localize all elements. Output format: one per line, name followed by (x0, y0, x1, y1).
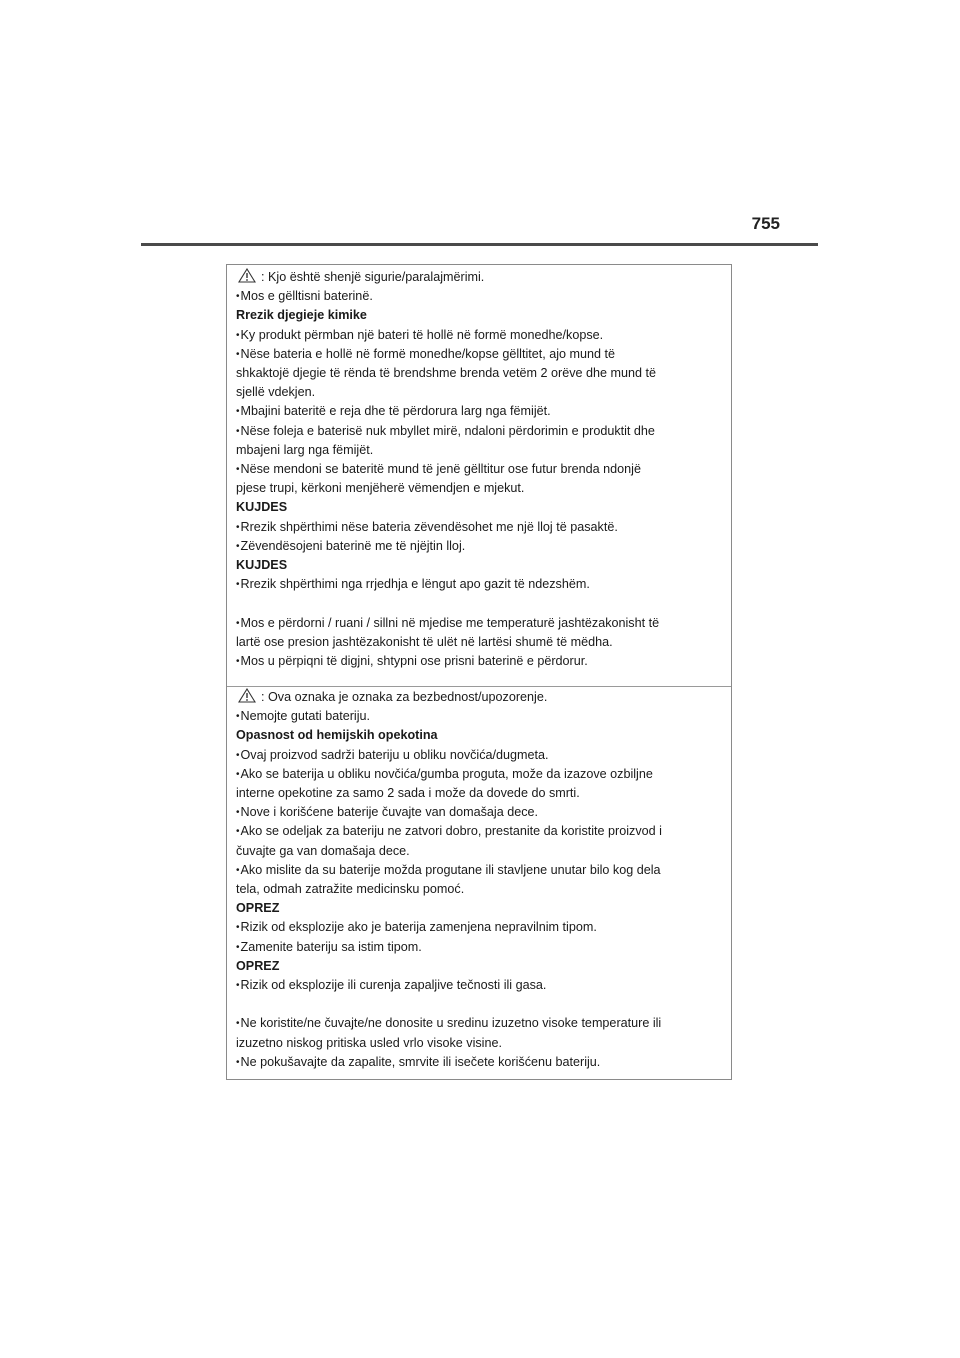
line-text: Ne koristite/ne čuvajte/ne donosite u sredinu izuzetno visoke temperature ili (240, 1016, 662, 1031)
bullet-mark: • (236, 291, 240, 303)
line-text: Ovaj proizvod sadrži bateriju u obliku novčića/dugmeta. (240, 747, 549, 762)
text-line (236, 268, 731, 287)
bullet-mark: • (236, 464, 240, 476)
line-text: Rrezik shpërthimi nëse bateria zëvendësohet me një lloj të pasaktë. (240, 519, 618, 534)
text-line (236, 822, 731, 841)
warning-triangle-icon (238, 268, 256, 283)
page-number: 755 (751, 214, 780, 233)
bullet-mark: • (236, 826, 240, 838)
line-text: : Ova oznaka je oznaka za bezbednost/upozorenje. (261, 690, 548, 704)
bullet-mark: • (236, 406, 240, 418)
text-line (236, 976, 731, 995)
text-line (236, 402, 731, 421)
text-line (236, 364, 731, 383)
section-albanian-lines (236, 268, 731, 671)
text-line (236, 1053, 731, 1072)
section-heading (236, 726, 731, 745)
bullet-mark: • (236, 579, 240, 591)
line-text: shkaktojë djegie të rënda të brendshme brenda vetëm 2 orëve dhe mund të (236, 366, 657, 381)
line-text: Nëse mendoni se bateritë mund të jenë gëlltitur ose futur brenda ndonjë (240, 462, 641, 477)
line-text: sjellë vdekjen. (236, 385, 316, 400)
line-text: interne opekotine za samo 2 sada i može da dovede do smrti. (236, 786, 580, 801)
text-line (236, 784, 731, 803)
text-line (236, 1014, 731, 1033)
text-line (236, 422, 731, 441)
line-text: Nëse bateria e hollë në formë monedhe/kopse gëlltitet, ajo mund të (240, 346, 616, 361)
text-line (236, 383, 731, 402)
line-text: Opasnost od hemijskih opekotina (236, 728, 438, 743)
section-serbian-lines (236, 687, 731, 1072)
line-text: Nove i korišćene baterije čuvajte van domašaja dece. (240, 805, 539, 820)
bullet-mark: • (236, 941, 240, 953)
bullet-mark: • (236, 749, 240, 761)
line-text: Zëvendësojeni baterinë me të njëjtin lloj. (240, 538, 466, 553)
text-line (236, 842, 731, 861)
bullet-mark: • (236, 980, 240, 992)
header-rule (141, 243, 818, 246)
bullet-mark: • (236, 348, 240, 360)
section-heading (236, 899, 731, 918)
line-text: KUJDES (236, 500, 288, 515)
line-text: KUJDES (236, 558, 288, 573)
bullet-mark: • (236, 922, 240, 934)
text-line (236, 746, 731, 765)
line-text: Rrezik shpërthimi nga rrjedhja e lëngut apo gazit të ndezshëm. (240, 577, 590, 592)
text-line (236, 479, 731, 498)
line-text: Nëse foleja e baterisë nuk mbyllet mirë, ndaloni përdorimin e produktit dhe (240, 423, 655, 438)
battery-warning-box (226, 264, 732, 1080)
paragraph-gap (236, 995, 731, 1014)
line-text: pjese trupi, kërkoni menjëherë vëmendjen e mjekut. (236, 481, 525, 496)
line-text: Rizik od eksplozije ako je baterija zamenjena nepravilnim tipom. (240, 920, 597, 935)
paragraph-gap (236, 594, 731, 613)
text-line (236, 287, 731, 306)
text-line (236, 614, 731, 633)
text-line (236, 326, 731, 345)
section-heading (236, 306, 731, 325)
warning-triangle-icon (238, 688, 256, 703)
section-serbian (227, 686, 731, 1072)
line-text: Mbajini bateritë e reja dhe të përdorura larg nga fëmijët. (240, 404, 551, 419)
text-line (236, 537, 731, 556)
line-text: Zamenite bateriju sa istim tipom. (240, 939, 422, 954)
text-line (236, 345, 731, 364)
bullet-mark: • (236, 540, 240, 552)
text-line (236, 575, 731, 594)
text-line (236, 765, 731, 784)
text-line (236, 880, 731, 899)
line-text: Nemojte gutati bateriju. (240, 709, 371, 724)
bullet-mark: • (236, 425, 240, 437)
text-line (236, 460, 731, 479)
bullet-mark: • (236, 329, 240, 341)
line-text: OPREZ (236, 901, 280, 916)
text-line (236, 918, 731, 937)
bullet-mark: • (236, 617, 240, 629)
line-text: Ako mislite da su baterije možda progutane ili stavljene unutar bilo kog dela (240, 862, 661, 877)
bullet-mark: • (236, 768, 240, 780)
bullet-mark: • (236, 711, 240, 723)
text-line (236, 441, 731, 460)
section-albanian (227, 268, 731, 671)
text-line (236, 688, 731, 707)
line-text: tela, odmah zatražite medicinsku pomoć. (236, 882, 465, 897)
section-heading (236, 556, 731, 575)
line-text: Mos e përdorni / ruani / sillni në mjedise me temperaturë jashtëzakonisht të (240, 615, 660, 630)
bullet-mark: • (236, 521, 240, 533)
line-text: čuvajte ga van domašaja dece. (236, 843, 410, 858)
line-text: : Kjo është shenjë sigurie/paralajmërimi. (261, 270, 485, 284)
line-text: Ky produkt përmban një bateri të hollë në formë monedhe/kopse. (240, 327, 604, 342)
bullet-mark: • (236, 656, 240, 668)
line-text: Mos e gëlltisni baterinë. (240, 289, 373, 304)
text-line (236, 803, 731, 822)
text-line (236, 707, 731, 726)
line-text: Ako se baterija u obliku novčića/gumba proguta, može da izazove ozbiljne (240, 766, 653, 781)
section-heading (236, 498, 731, 517)
text-line (236, 652, 731, 671)
line-text: Rrezik djegieje kimike (236, 308, 367, 323)
text-line (236, 1034, 731, 1053)
bullet-mark: • (236, 864, 240, 876)
text-line (236, 938, 731, 957)
bullet-mark: • (236, 1056, 240, 1068)
line-text: lartë ose presion jashtëzakonisht të ulët në lartësi shumë të mëdha. (236, 634, 613, 649)
section-heading (236, 957, 731, 976)
line-text: Rizik od eksplozije ili curenja zapaljive tečnosti ili gasa. (240, 978, 547, 993)
text-line (236, 518, 731, 537)
line-text: Mos u përpiqni të digjni, shtypni ose prisni baterinë e përdorur. (240, 654, 588, 669)
text-line (236, 861, 731, 880)
line-text: izuzetno niskog pritiska usled vrlo visoke visine. (236, 1035, 502, 1050)
text-line (236, 633, 731, 652)
bullet-mark: • (236, 1018, 240, 1030)
bullet-mark: • (236, 807, 240, 819)
line-text: Ne pokušavajte da zapalite, smrvite ili isečete korišćenu bateriju. (240, 1054, 601, 1069)
line-text: mbajeni larg nga fëmijët. (236, 442, 374, 457)
line-text: Ako se odeljak za bateriju ne zatvori dobro, prestanite da koristite proizvod i (240, 824, 662, 839)
line-text: OPREZ (236, 958, 280, 973)
